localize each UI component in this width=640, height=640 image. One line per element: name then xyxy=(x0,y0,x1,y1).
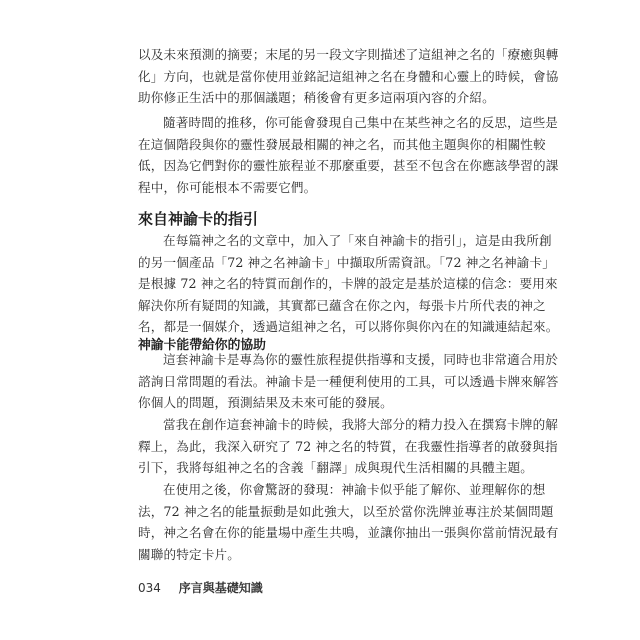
paragraph-5 xyxy=(138,414,559,479)
subsection-heading: 神諭卡能帶給你的協助 xyxy=(138,338,266,353)
text-line: 在使用之後，你會驚訝的發現：神諭卡似乎能了解你、並理解你的想 xyxy=(163,482,546,497)
text-line: 隨著時間的推移，你可能會發現自己集中在某些神之名的反思，這些是 xyxy=(163,115,559,130)
running-section-title: 序言與基礎知識 xyxy=(178,581,263,595)
paragraph-1 xyxy=(138,44,559,109)
page-number: 034 xyxy=(138,581,161,595)
text-line: 引下，我將每組神之名的含義「翻譯」成與現代生活相關的具體主題。 xyxy=(138,460,534,475)
paragraph-6 xyxy=(138,479,559,565)
paragraph-2 xyxy=(138,112,559,198)
text-line: 釋上，為此，我深入研究了 72 神之名的特質，在我靈性指導者的啟發與指 xyxy=(138,438,558,454)
text-line: 化」方向，也就是當你使用並銘記這組神之名在身體和心靈上的時候，會協 xyxy=(138,68,559,84)
text-line: 諮詢日常問題的看法。神諭卡是一種便利使用的工具，可以透過卡牌來解答 xyxy=(138,373,559,389)
section-heading: 來自神諭卡的指引 xyxy=(138,210,259,228)
text-line: 法，72 神之名的能量振動是如此強大，以至於當你洗牌並專注於某個問題 xyxy=(138,503,554,519)
text-line: 程中，你可能根本不需要它們。 xyxy=(138,179,317,195)
text-line: 低，因為它們對你的靈性旅程並不那麼重要，甚至不包含在你應該學習的課 xyxy=(138,158,559,173)
text-line: 關聯的特定卡片。 xyxy=(138,546,240,562)
text-line: 在這個階段與你的靈性發展最相關的神之名，而其他主題與你的相關性較 xyxy=(138,136,546,152)
paragraph-4 xyxy=(138,349,559,414)
page-footer xyxy=(138,579,263,596)
text-line: 助你修正生活中的那個議題；稍後會有更多這兩項內容的介紹。 xyxy=(138,90,495,105)
text-line: 名，都是一個媒介，透過這組神之名，可以將你與你內在的知識連結起來。 xyxy=(138,319,559,334)
text-line: 是根據 72 神之名的特質而創作的，卡牌的設定是基於這樣的信念：要用來 xyxy=(138,276,558,291)
text-line: 在每篇神之名的文章中，加入了「來自神諭卡的指引」，這是由我所創 xyxy=(163,233,552,248)
text-line: 你個人的問題，預測結果及未來可能的發展。 xyxy=(138,395,393,410)
text-line: 的另一個產品「72 神之名神諭卡」中擷取所需資訊。「72 神之名神諭卡」 xyxy=(138,254,555,270)
text-line: 以及未來預測的摘要；末尾的另一段文字則描述了這組神之名的「療癒與轉 xyxy=(138,47,559,62)
text-line: 時，神之名會在你的能量場中產生共鳴，並讓你抽出一張與你當前情況最有 xyxy=(138,525,559,540)
text-line: 當我在創作這套神諭卡的時候，我將大部分的精力投入在撰寫卡牌的解 xyxy=(163,417,559,432)
paragraph-3 xyxy=(138,230,559,338)
text-line: 解決你所有疑問的知識，其實都已蘊含在你之內，每張卡片所代表的神之 xyxy=(138,297,546,313)
text-line: 這套神諭卡是專為你的靈性旅程提供指導和支援，同時也非常適合用於 xyxy=(163,352,559,367)
